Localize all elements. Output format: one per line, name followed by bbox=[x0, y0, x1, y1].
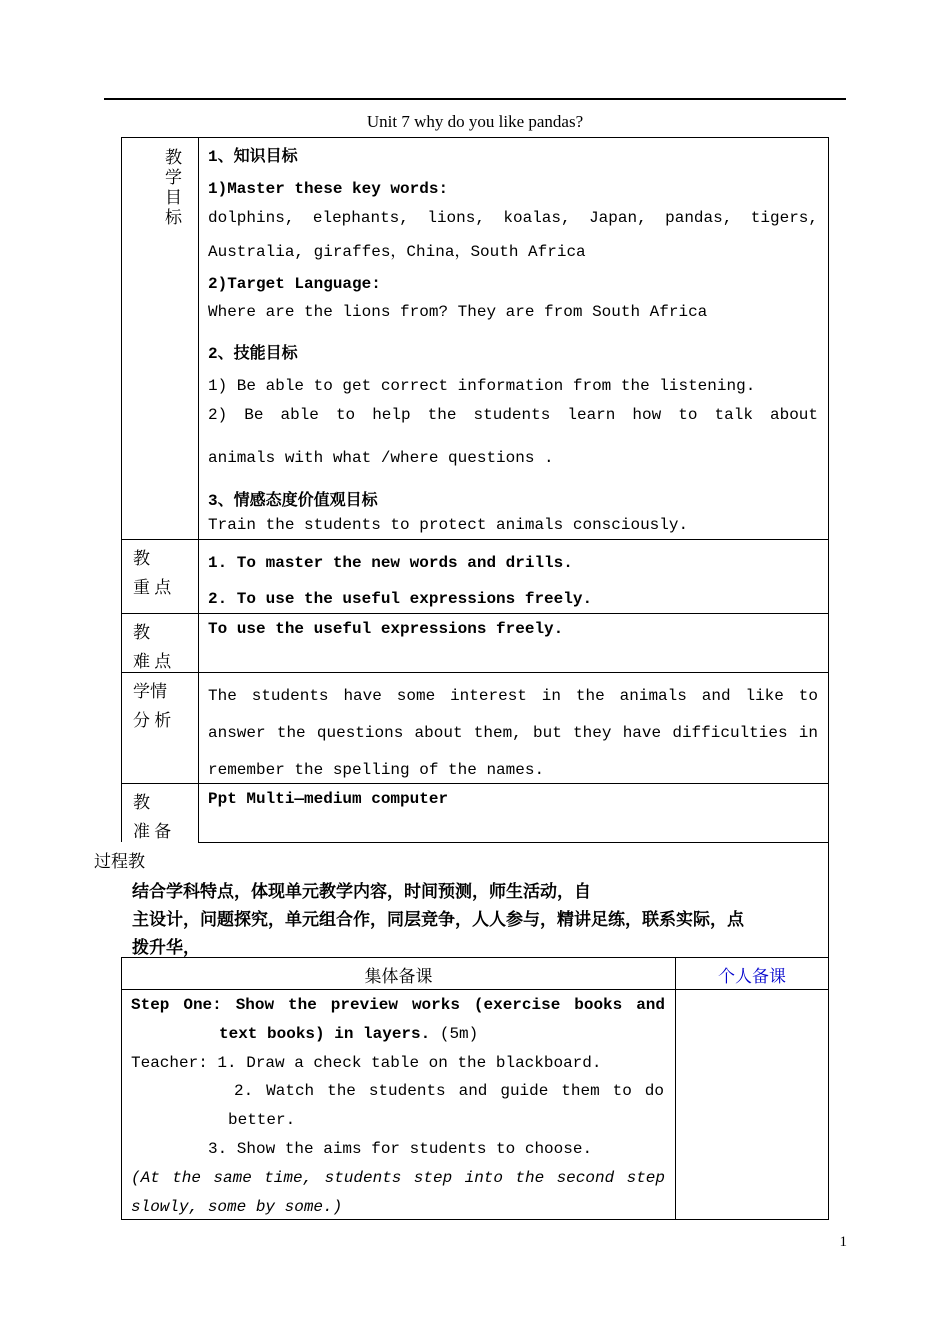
process-line2: 主设计，问题探究，单元组合作，同层竞争，人人参与，精讲足练，联系实际，点 bbox=[132, 910, 744, 930]
difficulty-text: To use the useful expressions freely. bbox=[208, 620, 564, 638]
header-rule bbox=[104, 98, 846, 100]
difficulties-label-2: 难 点 bbox=[133, 652, 172, 671]
key-words-line1: dolphins, elephants, lions, koalas, Japan, pandas, tigers, bbox=[208, 209, 818, 227]
skill-goal-line3: animals with what /where questions . bbox=[208, 449, 554, 467]
preparation-text: Ppt Multi—medium computer bbox=[208, 790, 449, 808]
analysis-line1: The students have some interest in the animals and like to bbox=[208, 687, 818, 705]
process-label: 过程教 bbox=[94, 852, 145, 871]
preparation-label-2: 准 备 bbox=[133, 822, 172, 841]
page-number: 1 bbox=[839, 1234, 847, 1250]
analysis-line3: remember the spelling of the names. bbox=[208, 761, 545, 779]
key-words-line2: Australia, giraffes，China，South Africa bbox=[208, 243, 586, 261]
teacher-step-2: 2. Watch the students and guide them to do bbox=[234, 1082, 664, 1100]
teacher-step-2b: better. bbox=[228, 1111, 296, 1129]
teacher-step-3: 3. Show the aims for students to choose. bbox=[208, 1140, 593, 1158]
collective-header: 集体备课 bbox=[364, 967, 433, 986]
step-note-line1: (At the same time, students step into the second step bbox=[131, 1169, 665, 1187]
skill-goal-line2: 2) Be able to help the students learn how to talk about bbox=[208, 406, 818, 424]
analysis-line2: answer the questions about them, but they have difficulties in bbox=[208, 724, 818, 742]
process-line3: 拨升华， bbox=[132, 938, 200, 958]
key-point-1: 1. To master the new words and drills. bbox=[208, 554, 573, 572]
step-one-heading-line2: text books) in layers. (5m) bbox=[219, 1025, 479, 1043]
teacher-step-1: Teacher: 1. Draw a check table on the blackboard. bbox=[131, 1054, 602, 1072]
analysis-label-1: 学情 bbox=[133, 682, 167, 701]
difficulties-label-1: 教 bbox=[133, 623, 150, 642]
objectives-label: 教 学 目 标 bbox=[165, 148, 182, 227]
attitude-goal-heading: 3、情感态度价值观目标 bbox=[208, 492, 378, 510]
page-title: Unit 7 why do you like pandas? bbox=[366, 112, 584, 131]
key-point-2: 2. To use the useful expressions freely. bbox=[208, 590, 593, 608]
skill-goal-heading: 2、技能目标 bbox=[208, 345, 298, 363]
personal-header: 个人备课 bbox=[718, 967, 786, 986]
skill-goal-line1: 1) Be able to get correct information from the listening. bbox=[208, 377, 756, 395]
target-sentence: Where are the lions from? They are from South Africa bbox=[208, 303, 708, 321]
step-note-line2: slowly, some by some.) bbox=[131, 1198, 343, 1216]
preparation-label-1: 教 bbox=[133, 793, 150, 812]
key-words-heading: 1)Master these key words: bbox=[208, 180, 449, 198]
target-language-heading: 2)Target Language: bbox=[208, 275, 381, 293]
analysis-label-2: 分 析 bbox=[133, 711, 172, 730]
attitude-goal-line1: Train the students to protect animals consciously. bbox=[208, 516, 689, 534]
process-line1: 结合学科特点，体现单元教学内容，时间预测，师生活动，自 bbox=[132, 882, 591, 902]
key-points-label-2: 重 点 bbox=[133, 578, 172, 597]
knowledge-goal-heading: 1、知识目标 bbox=[208, 148, 298, 166]
step-one-heading-line1: Step One: Show the preview works (exercise books and bbox=[131, 996, 665, 1014]
key-points-label-1: 教 bbox=[133, 549, 150, 568]
